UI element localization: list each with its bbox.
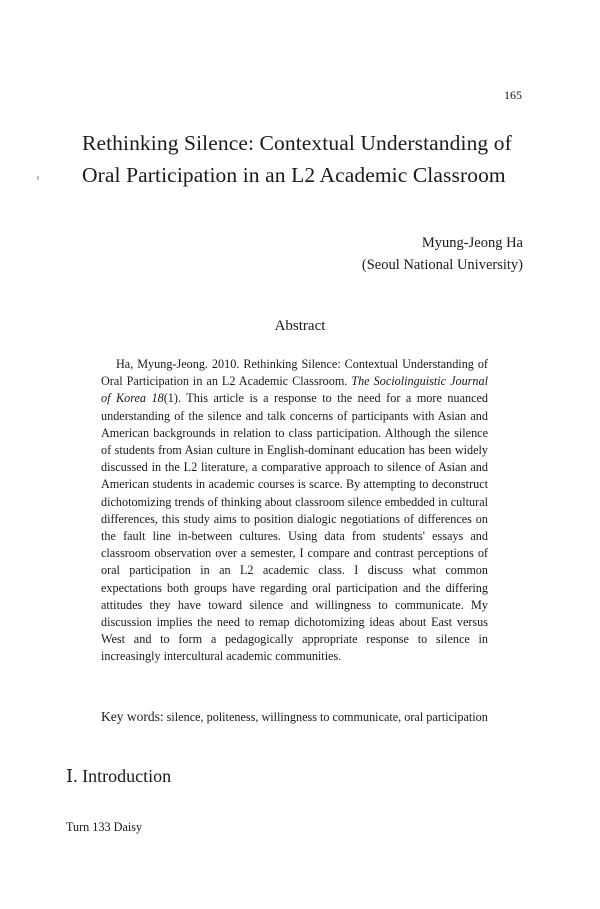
abstract [101, 356, 488, 666]
keywords [101, 708, 501, 726]
edge-mark [37, 176, 39, 180]
keywords-label: Key words: [101, 709, 164, 724]
section-heading: Ⅰ. Introduction [66, 766, 172, 786]
page-number: 165 [504, 88, 522, 102]
abstract-body: This article is a response to the need for a more nuanced understanding of the silence and talk concerns of participants with Asian and American backgrounds in relation to class participation. Although the silence of students from Asian culture in English-dominant education has been widely discussed in the L2 literature, a comparative approach to silence of Asian and American students in academic courses is scarce. By attempting to deconstruct dichotomizing trends of thinking about classroom silence embedded in cultural differences, this study aims to position dialogic negotiations of differences on the fault line in-between cultures. Using data from students' essays and classroom observation over a semester, I compare and contrast perceptions of oral participation in an L2 academic class. I discuss what common expectations both groups have regarding oral participation and the differing attitudes they have toward silence and willingness to communicate. My discussion implies the need to remap dichotomizing ideas about East versus West and to form a pedagogically appropriate response to silence in increasingly intercultural academic communities. [101, 391, 488, 664]
abstract-citation: Ha, Myung-Jeong. 2010. Rethinking Silence: Contextual Understanding of Oral Participation in an L2 Academic Classroom. [101, 357, 488, 389]
keywords-text: silence, politeness, willingness to communicate, oral participation [163, 710, 488, 724]
author-name: Myung-Jeong Ha [421, 235, 523, 251]
abstract-heading: Abstract [274, 318, 326, 334]
body-text: Turn 133 Daisy [66, 820, 143, 834]
title-line-2: Oral Participation in an L2 Academic Classroom [82, 163, 506, 187]
title-line-1: Rethinking Silence: Contextual Understanding of [82, 131, 512, 155]
author-block [362, 232, 523, 276]
journal-issue: (1). [163, 391, 181, 406]
abstract-paragraph [101, 356, 488, 666]
journal-name: The Sociolinguistic Journal of Korea 18 [101, 374, 488, 406]
author-affiliation: (Seoul National University) [361, 257, 523, 273]
paper-title [82, 127, 542, 191]
